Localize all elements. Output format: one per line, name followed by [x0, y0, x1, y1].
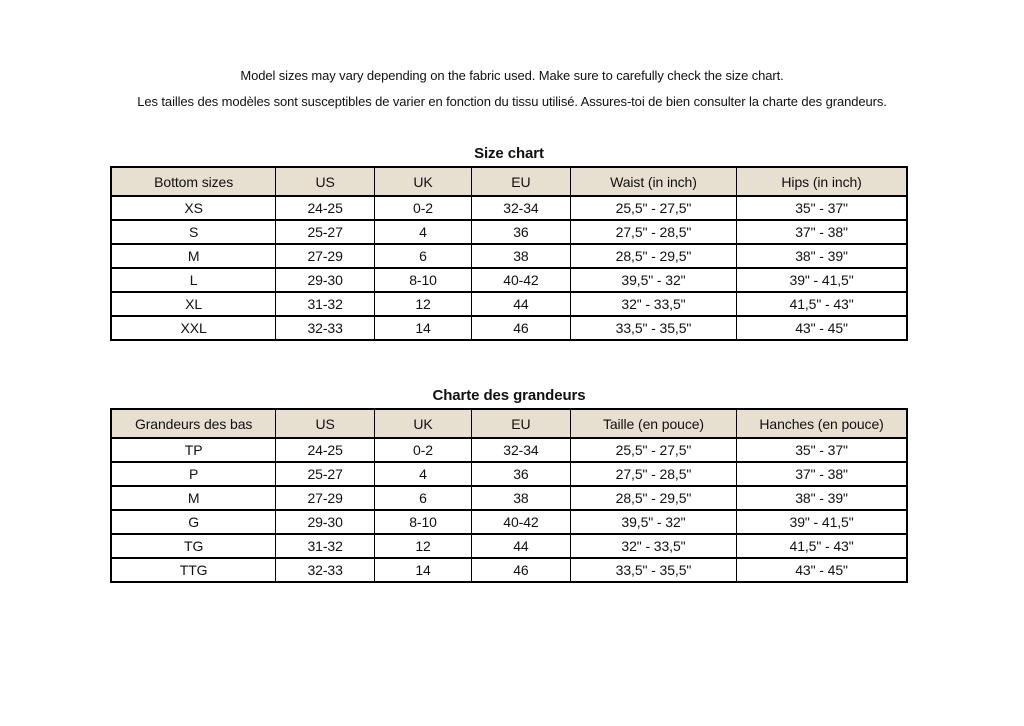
size-label-cell: XS — [111, 196, 276, 220]
table-cell: 39" - 41,5" — [737, 510, 907, 534]
table-cell: 25,5" - 27,5" — [570, 438, 736, 462]
table-row — [111, 244, 907, 268]
table-cell: 14 — [374, 316, 471, 340]
size-chart-title-french: Charte des grandeurs — [432, 387, 586, 404]
table-cell: 38" - 39" — [737, 486, 907, 510]
size-chart-table-french — [110, 408, 908, 583]
table-cell: 32" - 33,5" — [570, 292, 736, 316]
table-cell: 25-27 — [276, 462, 375, 486]
table-cell: 39,5" - 32" — [570, 510, 736, 534]
table-cell: 39" - 41,5" — [737, 268, 907, 292]
table-cell: 32-33 — [276, 316, 375, 340]
table-cell: 38 — [472, 486, 571, 510]
table-cell: 29-30 — [276, 510, 375, 534]
size-label-cell: M — [111, 486, 276, 510]
table-cell: 32" - 33,5" — [570, 534, 736, 558]
table-cell: 12 — [374, 534, 471, 558]
table-cell: 33,5" - 35,5" — [570, 558, 736, 582]
size-chart-section-french — [110, 387, 908, 583]
size-label-cell: XL — [111, 292, 276, 316]
size-label-cell: S — [111, 220, 276, 244]
table-cell: 27,5" - 28,5" — [570, 462, 736, 486]
size-chart-table-english — [110, 166, 908, 341]
table-row — [111, 196, 907, 220]
table-cell: 36 — [472, 220, 571, 244]
table-cell: 40-42 — [472, 268, 571, 292]
table-cell: 24-25 — [276, 438, 375, 462]
size-label-cell: L — [111, 268, 276, 292]
table-cell: 37" - 38" — [737, 462, 907, 486]
table-cell: 36 — [472, 462, 571, 486]
table-cell: 32-34 — [472, 196, 571, 220]
column-header: US — [276, 167, 375, 196]
column-header: Hips (in inch) — [737, 167, 907, 196]
table-cell: 35" - 37" — [737, 438, 907, 462]
table-cell: 27-29 — [276, 244, 375, 268]
column-header: Taille (en pouce) — [570, 409, 736, 438]
table-cell: 37" - 38" — [737, 220, 907, 244]
table-row — [111, 316, 907, 340]
table-cell: 41,5" - 43" — [737, 534, 907, 558]
table-row — [111, 486, 907, 510]
table-cell: 6 — [374, 486, 471, 510]
table-cell: 43" - 45" — [737, 558, 907, 582]
intro-line-french: Les tailles des modèles sont susceptibles de varier en fonction du tissu utilisé. Assures-toi de bien consulter la charte des grandeurs. — [137, 94, 887, 109]
table-cell: 35" - 37" — [737, 196, 907, 220]
column-header: EU — [472, 409, 571, 438]
table-cell: 8-10 — [374, 268, 471, 292]
table-cell: 29-30 — [276, 268, 375, 292]
size-chart-title-english: Size chart — [474, 145, 544, 162]
table-row — [111, 438, 907, 462]
table-cell: 33,5" - 35,5" — [570, 316, 736, 340]
table-cell: 25,5" - 27,5" — [570, 196, 736, 220]
table-row — [111, 534, 907, 558]
table-cell: 14 — [374, 558, 471, 582]
table-cell: 25-27 — [276, 220, 375, 244]
table-cell: 28,5" - 29,5" — [570, 244, 736, 268]
table-row — [111, 292, 907, 316]
column-header: Bottom sizes — [111, 167, 276, 196]
table-cell: 6 — [374, 244, 471, 268]
table-cell: 32-33 — [276, 558, 375, 582]
table-cell: 44 — [472, 292, 571, 316]
size-label-cell: XXL — [111, 316, 276, 340]
table-cell: 27,5" - 28,5" — [570, 220, 736, 244]
table-cell: 38" - 39" — [737, 244, 907, 268]
table-cell: 44 — [472, 534, 571, 558]
table-cell: 31-32 — [276, 534, 375, 558]
table-cell: 32-34 — [472, 438, 571, 462]
table-header-row — [111, 167, 907, 196]
table-row — [111, 220, 907, 244]
table-cell: 0-2 — [374, 196, 471, 220]
intro-line-english: Model sizes may vary depending on the fabric used. Make sure to carefully check the size chart. — [240, 68, 784, 83]
table-cell: 40-42 — [472, 510, 571, 534]
table-cell: 38 — [472, 244, 571, 268]
table-cell: 39,5" - 32" — [570, 268, 736, 292]
size-label-cell: TP — [111, 438, 276, 462]
size-label-cell: G — [111, 510, 276, 534]
table-cell: 12 — [374, 292, 471, 316]
table-cell: 28,5" - 29,5" — [570, 486, 736, 510]
table-cell: 43" - 45" — [737, 316, 907, 340]
column-header: Grandeurs des bas — [111, 409, 276, 438]
table-row — [111, 510, 907, 534]
table-row — [111, 268, 907, 292]
column-header: UK — [374, 167, 471, 196]
table-cell: 4 — [374, 462, 471, 486]
column-header: EU — [472, 167, 571, 196]
table-row — [111, 558, 907, 582]
table-cell: 46 — [472, 558, 571, 582]
table-cell: 31-32 — [276, 292, 375, 316]
table-cell: 27-29 — [276, 486, 375, 510]
size-label-cell: TG — [111, 534, 276, 558]
column-header: US — [276, 409, 375, 438]
column-header: Waist (in inch) — [570, 167, 736, 196]
size-chart-section-english — [110, 145, 908, 341]
size-label-cell: TTG — [111, 558, 276, 582]
table-cell: 0-2 — [374, 438, 471, 462]
size-label-cell: P — [111, 462, 276, 486]
table-header-row — [111, 409, 907, 438]
table-cell: 8-10 — [374, 510, 471, 534]
column-header: UK — [374, 409, 471, 438]
size-label-cell: M — [111, 244, 276, 268]
intro-text-block — [0, 69, 1024, 109]
table-cell: 4 — [374, 220, 471, 244]
table-row — [111, 462, 907, 486]
table-cell: 24-25 — [276, 196, 375, 220]
column-header: Hanches (en pouce) — [737, 409, 907, 438]
table-cell: 46 — [472, 316, 571, 340]
table-cell: 41,5" - 43" — [737, 292, 907, 316]
